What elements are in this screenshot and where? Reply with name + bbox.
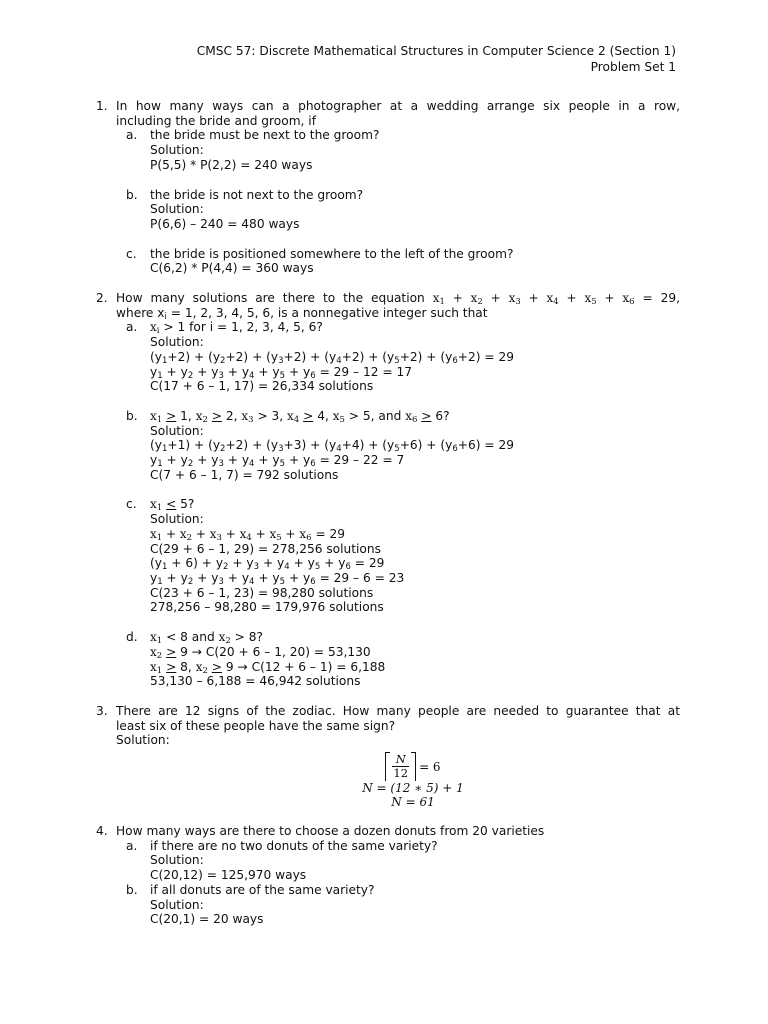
solution-line: $(y_1+1) + (y_2+2) + (y_3+3) + (y_4+4) + (y_5+6) + (y_6+6) = 29$ <box>150 438 514 455</box>
question-text: least six of these people have the same sign? <box>116 718 396 733</box>
question-text-part: = 1, 2, 3, 4, 5, 6, is a nonnegative integer such that <box>170 305 488 320</box>
equation-rhs: = 6,188 <box>336 659 386 674</box>
problem-set-title: Problem Set 1 <box>590 60 676 74</box>
solution-label: Solution: <box>150 853 204 868</box>
question-text: There are 12 signs of the zodiac. How many people are needed to guarantee that at <box>116 703 680 718</box>
subquestion-4a <box>126 839 680 883</box>
solution-label: Solution: <box>150 512 204 527</box>
question-2 <box>96 291 680 689</box>
solution-line: 53,130 – 6,188 = 46,942 solutions <box>150 674 361 689</box>
question-number: 3. <box>96 703 108 718</box>
ceiling-equation <box>385 752 440 781</box>
equation-rhs: = 29 <box>354 556 385 571</box>
question-text-part: = 29, <box>642 291 680 306</box>
question-number: 1. <box>96 99 108 113</box>
solution-line: C(6,2) * P(4,4) = 360 ways <box>150 261 314 276</box>
page-header <box>197 43 676 75</box>
solution-line: $y_1 + y_2 + y_3 + y_4 + y_5 + y_6 = 29 - 22 = 7$ <box>150 453 405 470</box>
subquestion-body <box>150 320 680 394</box>
solution-label: Solution: <box>150 143 204 158</box>
solution-line: $(y_1+2) + (y_2+2) + (y_3+2) + (y_4+2) + (y_5+2) + (y_6+2) = 29$ <box>150 349 514 366</box>
solution-line: C(17 + 6 – 1, 17) = 26,334 solutions <box>150 379 374 394</box>
solution-line: 278,256 – 98,280 = 179,976 solutions <box>150 600 384 615</box>
subquestion-1c <box>126 247 680 276</box>
subquestion-4b <box>126 883 680 927</box>
question-body <box>116 291 680 689</box>
equation-rhs: = 29 <box>484 438 514 453</box>
ceiling-left-icon <box>385 752 390 781</box>
question-body <box>116 824 680 927</box>
subquestion-body <box>150 883 680 927</box>
subquestion-label: c. <box>126 497 137 512</box>
ceiling-bracket <box>385 752 416 781</box>
subquestion-body <box>150 839 680 883</box>
fraction <box>392 753 409 780</box>
equation: $x_1 + x_2 + x_3 + x_4 + x_5 + x_6$ <box>432 291 635 308</box>
fraction-numerator: N <box>395 752 406 767</box>
solution-line: C(20,12) = 125,970 ways <box>150 868 307 883</box>
solution-label: Solution: <box>150 202 204 217</box>
solution-line: $y_1 + y_2 + y_3 + y_4 + y_5 + y_6 = 29 - 12 = 17$ <box>150 364 412 381</box>
condition-text: > 1 for i = 1, 2, 3, 4, 5, 6? <box>163 320 323 335</box>
subquestion-1b <box>126 188 680 232</box>
course-title: CMSC 57: Discrete Mathematical Structures in Computer Science 2 (Section 1) <box>196 44 676 58</box>
question-text-part: How many solutions are there to the equation <box>116 291 425 306</box>
solution-line: P(6,6) – 240 = 480 ways <box>150 216 300 231</box>
question-3 <box>96 704 680 809</box>
ceiling-right-icon <box>411 752 416 781</box>
solution-label: Solution: <box>116 733 170 748</box>
subquestion-label: a. <box>126 128 138 143</box>
equation-block <box>146 752 680 809</box>
subquestion-label: b. <box>126 408 138 423</box>
equation-rhs: = 29 <box>484 349 514 364</box>
subquestion-label: b. <box>126 187 138 202</box>
question-text: where $x_i = 1$, 2, 3, 4, 5, 6, is a nonnegative integer such that <box>116 305 488 322</box>
equation-rhs: = 6 <box>419 759 441 774</box>
equation-rhs: = 29 – 6 = 23 <box>319 570 405 585</box>
question-text: In how many ways can a photographer at a wedding arrange six people in a row, <box>116 99 680 113</box>
question-text: including the bride and groom, if <box>116 113 316 128</box>
problem-list <box>96 99 680 927</box>
subquestion-text: $x_1 < 8$ and $x_2 > 8$? <box>150 630 263 647</box>
subquestion-text: if there are no two donuts of the same variety? <box>150 838 438 853</box>
subquestion-text: the bride must be next to the groom? <box>150 128 380 143</box>
solution-line: $(y_1 + 6) + y_2 + y_3 + y_4 + y_5 + y_6 = 29$ <box>150 556 385 573</box>
subquestion-label: a. <box>126 320 138 335</box>
equation-rhs: = 29 – 12 = 17 <box>319 364 412 379</box>
question-number: 4. <box>96 824 108 839</box>
solution-line: $x_1 + x_2 + x_3 + x_4 + x_5 + x_6 = 29$ <box>150 526 346 543</box>
subquestion-2b <box>126 409 680 483</box>
solution-label: Solution: <box>150 335 204 350</box>
solution-line: P(5,5) * P(2,2) = 240 ways <box>150 157 313 172</box>
equation-rhs: = 53,130 <box>313 644 371 659</box>
subquestion-2d <box>126 630 680 689</box>
solution-line: C(23 + 6 – 1, 23) = 98,280 solutions <box>150 585 374 600</box>
solution-line: $x_2 > 9 \to C(20 + 6 - 1$, 20) = 53,130 <box>150 644 371 661</box>
question-text <box>116 291 680 306</box>
solution-line: C(29 + 6 – 1, 29) = 278,256 solutions <box>150 541 381 556</box>
subquestion-text: the bride is positioned somewhere to the left of the groom? <box>150 246 514 261</box>
subquestion-body <box>150 247 680 276</box>
subquestion-text: $x_i > 1$ for i = 1, 2, 3, 4, 5, 6? <box>150 320 323 337</box>
subquestion-label: b. <box>126 882 138 897</box>
solution-line: $y_1 + y_2 + y_3 + y_4 + y_5 + y_6 = 29 - 6 = 23$ <box>150 570 405 587</box>
subquestion-2a <box>126 320 680 394</box>
solution-line: C(7 + 6 – 1, 7) = 792 solutions <box>150 467 339 482</box>
subquestion-1a <box>126 128 680 172</box>
subquestion-2c <box>126 497 680 615</box>
subquestion-text: the bride is not next to the groom? <box>150 187 364 202</box>
subquestion-body <box>150 128 680 172</box>
subquestion-label: a. <box>126 838 138 853</box>
equation-line: N = 61 <box>391 795 435 810</box>
fraction-denominator: 12 <box>393 766 409 781</box>
question-text-part: where x <box>116 305 165 320</box>
subquestion-body <box>150 630 680 689</box>
subquestion-body <box>150 188 680 232</box>
question-1 <box>96 99 680 276</box>
question-body <box>116 99 680 276</box>
solution-line: $x_1 > 8$, $x_2 > 9 \to C(12 + 6 - 1) = 6,188$ <box>150 659 386 676</box>
equation-rhs: = 29 <box>315 526 346 541</box>
question-text: How many ways are there to choose a dozen donuts from 20 varieties <box>116 824 545 839</box>
subquestion-body <box>150 497 680 615</box>
equation-rhs: = 29 – 22 = 7 <box>319 453 405 468</box>
solution-label: Solution: <box>150 897 204 912</box>
subquestion-text: $x_1 > 1$, $x_2 > 2$, $x_3 > 3$, $x_4 > 4$, $x_5 > 5$, and $x_6 > 6$? <box>150 408 450 425</box>
subquestion-label: c. <box>126 246 137 261</box>
question-4 <box>96 824 680 927</box>
solution-line: C(20,1) = 20 ways <box>150 912 264 927</box>
subquestion-label: d. <box>126 630 138 645</box>
subquestion-text: if all donuts are of the same variety? <box>150 882 375 897</box>
question-body <box>116 704 680 809</box>
subquestion-text: $x_1 < 5$? <box>150 497 195 514</box>
question-number: 2. <box>96 291 108 306</box>
solution-label: Solution: <box>150 423 204 438</box>
subquestion-body <box>150 409 680 483</box>
equation-line: N = (12 ∗ 5) + 1 <box>362 781 464 796</box>
